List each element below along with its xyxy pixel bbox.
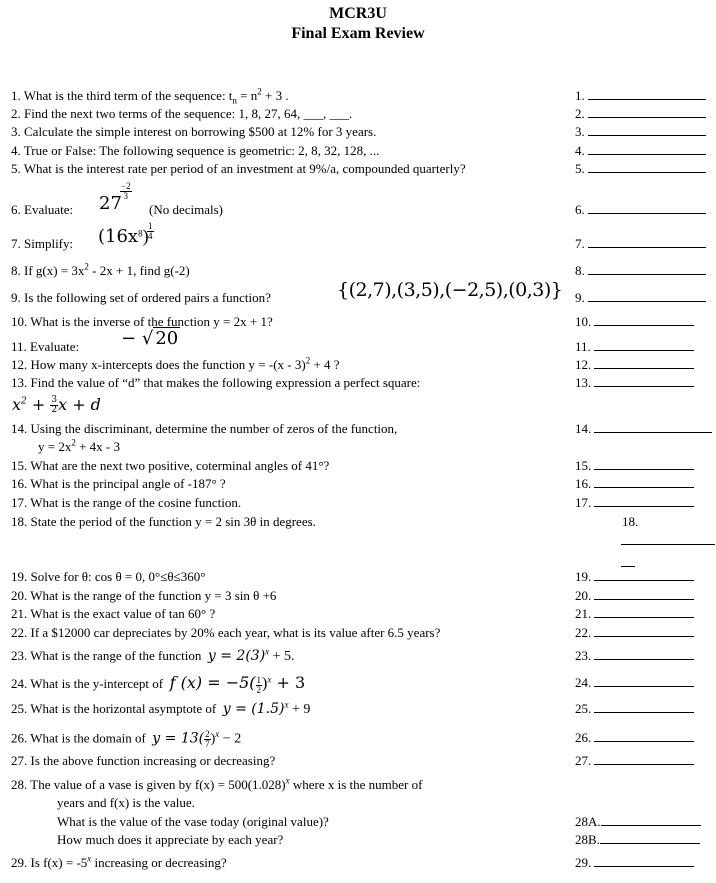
answer-15[interactable]: 15.	[575, 458, 694, 473]
answer-9[interactable]: 9.	[575, 290, 706, 305]
question-24: 24. What is the y-intercept of f (x) = −5( $\frac{1}{2}$ )$^x$ + 3	[11, 673, 306, 695]
exam-title: Final Exam Review	[291, 25, 425, 42]
answer-20[interactable]: 20.	[575, 588, 694, 603]
question-25: 25. What is the horizontal asymptote of $y = (1.5)^x + 9$	[11, 699, 311, 717]
question-28a: What is the value of the vase today (original value)?	[57, 814, 329, 829]
answer-2[interactable]: 2.	[575, 106, 706, 121]
answer-22[interactable]: 22.	[575, 625, 694, 640]
question-11: 11. Evaluate:	[11, 339, 80, 354]
exam-title-course: MCR3U	[329, 5, 387, 22]
answer-27[interactable]: 27.	[575, 753, 694, 768]
question-14-line2: $y = 2x^2 + 4x - 3$	[38, 437, 121, 454]
answer-11[interactable]: 11.	[575, 339, 694, 354]
question-11-expression: − √ 20	[121, 328, 179, 349]
question-8: 8. If $g(x) = 3x^2 - 2x + 1$, find g(-2)	[11, 261, 190, 278]
question-13-expression: $x^2$ + $\frac{3}{2}$ x + d	[12, 395, 101, 415]
question-9: 9. Is the following set of ordered pairs a function?	[11, 290, 271, 305]
question-26: 26. What is the domain of y = 13( $\frac{2}{7}$ )$^x$ − 2	[11, 729, 242, 749]
question-28-line2: years and f(x) is the value.	[57, 795, 195, 810]
question-14: 14. Using the discriminant, determine the number of zeros of the function,	[11, 421, 398, 436]
answer-1[interactable]: 1.	[575, 88, 706, 103]
answer-12[interactable]: 12.	[575, 357, 694, 372]
question-6-note: (No decimals)	[149, 202, 224, 217]
question-22: 22. If a $12000 car depreciates by 20% each year, what is its value after 6.5 years?	[11, 625, 441, 640]
question-1: 1. What is the third term of the sequence: $t_n = n^2 + 3$ .	[11, 86, 289, 106]
answer-8[interactable]: 8.	[575, 263, 706, 278]
question-10: 10. What is the inverse of the function y = 2x + 1?	[11, 314, 273, 329]
answer-26[interactable]: 26.	[575, 730, 694, 745]
question-19: 19. Solve for θ: cos θ = 0, 0°≤θ≤360°	[11, 569, 206, 584]
question-2: 2. Find the next two terms of the sequence: 1, 8, 27, 64, ___, ___.	[11, 106, 353, 121]
question-6-exponent: $\frac{-2}{3}$	[121, 181, 131, 201]
question-20: 20. What is the range of the function y = 3 sin θ +6	[11, 588, 277, 603]
question-13: 13. Find the value of “d” that makes the following expression a perfect square:	[11, 375, 421, 390]
question-7-exponent: $\frac{1}{4}$	[148, 221, 153, 241]
answer-14[interactable]: 14.	[575, 421, 712, 436]
answer-16[interactable]: 16.	[575, 476, 694, 491]
question-12: 12. How many x-intercepts does the function y = -(x - 3)$^2$ + 4 ?	[11, 355, 340, 372]
question-6-expression: 27	[99, 193, 122, 214]
answer-23[interactable]: 23.	[575, 648, 694, 663]
question-17: 17. What is the range of the cosine function.	[11, 495, 242, 510]
answer-6[interactable]: 6.	[575, 202, 706, 217]
answer-10[interactable]: 10.	[575, 314, 694, 329]
answer-13[interactable]: 13.	[575, 375, 694, 390]
question-5: 5. What is the interest rate per period of an investment at 9%/a, compounded quarterly?	[11, 161, 466, 176]
answer-25[interactable]: 25.	[575, 701, 694, 716]
question-29: 29. Is $f(x) = -5^x$ increasing or decreasing?	[11, 853, 227, 870]
answer-7[interactable]: 7.	[575, 236, 706, 251]
answer-18-label: 18.	[622, 514, 639, 529]
answer-24[interactable]: 24.	[575, 675, 694, 690]
answer-5[interactable]: 5.	[575, 161, 706, 176]
question-21: 21. What is the exact value of tan 60° ?	[11, 606, 216, 621]
question-7-expression: $(16x^8)$	[98, 226, 149, 247]
answer-21[interactable]: 21.	[575, 606, 694, 621]
answer-28b[interactable]: 28B.	[575, 832, 700, 847]
answer-18-line[interactable]	[621, 543, 715, 545]
answer-4[interactable]: 4.	[575, 143, 706, 158]
question-7: 7. Simplify:	[11, 236, 74, 251]
answer-3[interactable]: 3.	[575, 124, 706, 139]
question-18: 18. State the period of the function y = 2 sin 3θ in degrees.	[11, 514, 316, 529]
answer-18-line-tail[interactable]	[621, 565, 635, 567]
answer-29[interactable]: 29.	[575, 855, 694, 870]
question-28: 28. The value of a vase is given by $f(x) = 500(1.028)^x$ where x is the number of	[11, 775, 423, 792]
question-16: 16. What is the principal angle of -187° ?	[11, 476, 226, 491]
question-23: 23. What is the range of the function $y = 2(3)^x + 5$.	[11, 646, 295, 664]
answer-17[interactable]: 17.	[575, 495, 694, 510]
question-3: 3. Calculate the simple interest on borrowing $500 at 12% for 3 years.	[11, 124, 377, 139]
question-4: 4. True or False: The following sequence is geometric: 2, 8, 32, 128, ...	[11, 143, 380, 158]
question-28b: How much does it appreciate by each year?	[57, 832, 284, 847]
question-6: 6. Evaluate:	[11, 202, 74, 217]
question-27: 27. Is the above function increasing or decreasing?	[11, 753, 276, 768]
question-9-set: {(2,7),(3,5),(−2,5),(0,3)}	[337, 279, 563, 301]
answer-19[interactable]: 19.	[575, 569, 694, 584]
answer-28a[interactable]: 28A.	[575, 814, 701, 829]
question-15: 15. What are the next two positive, coterminal angles of 41°?	[11, 458, 330, 473]
